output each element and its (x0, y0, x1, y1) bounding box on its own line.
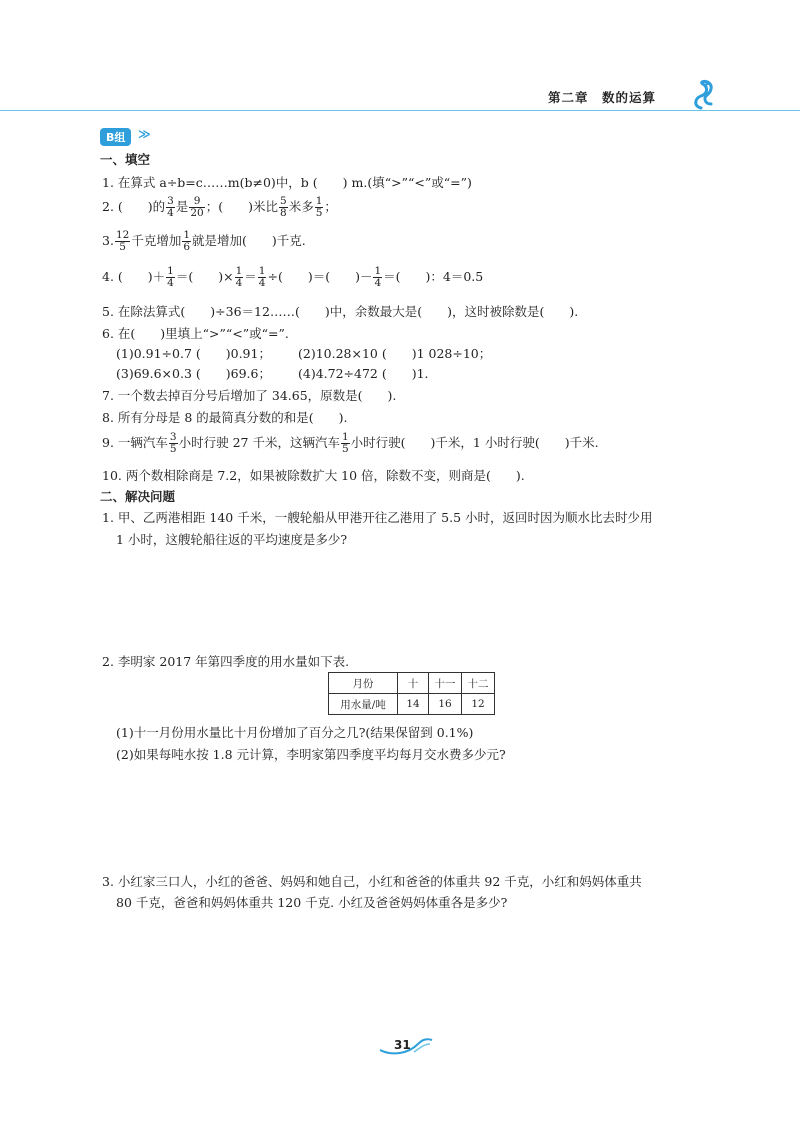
table-header-cell: 十一 (429, 673, 462, 694)
fraction: $\frac{1}{5}$ (341, 431, 349, 455)
table-header-cell: 十二 (462, 673, 495, 694)
fraction: $\frac{5}{8}$ (280, 195, 287, 219)
fraction: $\frac{1}{4}$ (374, 265, 382, 289)
fraction: $\frac{3}{4}$ (167, 195, 174, 219)
table-cell: 用水量/吨 (329, 694, 398, 715)
fraction: $\frac{9}{20}$ (190, 195, 204, 219)
question-6-item-1: (1)0.91÷0.7 ( )0.91； (116, 346, 271, 361)
question-1: 1. 在算式 a÷b=c……m(b≠0)中，b ( ) m.(填“>”“<”或“=”) (102, 175, 472, 190)
double-chevron-icon: ≫ (138, 127, 151, 141)
question-6-item-2: (2)10.28×10 ( )1 028÷10； (298, 346, 492, 361)
section-solve-title: 二、解决问题 (100, 489, 176, 504)
problem-2-sub-1: (1)十一月份用水量比十月份增加了百分之几?(结果保留到 0.1%) (116, 725, 474, 740)
seahorse-icon (687, 78, 721, 112)
table-cell: 16 (429, 694, 462, 715)
table-header-cell: 月份 (329, 673, 398, 694)
fraction: $\frac{1}{4}$ (167, 265, 174, 289)
page-number: 31 (394, 1038, 411, 1052)
fraction: $\frac{1}{6}$ (183, 229, 191, 253)
question-4: 4. ( )＋ $\frac{1}{4}$ ＝( )× $\frac{1}{4}$ ＝ $\frac{1}{4}$ ÷( )＝( )－ $\frac{1}{4}$ ＝( )：4＝0.5 (102, 265, 484, 289)
table-cell: 12 (462, 694, 495, 715)
fraction: $\frac{1}{4}$ (258, 265, 266, 289)
problem-1-line-1: 1. 甲、乙两港相距 140 千米，一艘轮船从甲港开往乙港用了 5.5 小时，返回时因为顺水比去时少用 (102, 510, 653, 525)
question-10: 10. 两个数相除商是 7.2，如果被除数扩大 10 倍，除数不变，则商是( ). (102, 468, 525, 483)
problem-3-line-1: 3. 小红家三口人，小红的爸爸、妈妈和她自己，小红和爸爸的体重共 92 千克，小红和妈妈体重共 (102, 874, 642, 889)
problem-2-sub-2: (2)如果每吨水按 1.8 元计算，李明家第四季度平均每月交水费多少元? (116, 747, 506, 762)
fraction: $\frac{12}{5}$ (115, 229, 130, 253)
question-7: 7. 一个数去掉百分号后增加了 34.65，原数是( ). (102, 388, 397, 403)
question-6: 6. 在( )里填上“>”“<”或“=”. (102, 326, 289, 341)
problem-3-line-2: 80 千克，爸爸和妈妈体重共 120 千克. 小红及爸爸妈妈体重各是多少? (116, 895, 508, 910)
chapter-header: 第二章 数的运算 (548, 90, 657, 105)
section-fill-title: 一、填空 (100, 152, 151, 167)
question-2: 2. ( )的 $\frac{3}{4}$ 是 $\frac{9}{20}$ ；( )米比 $\frac{5}{8}$ 米多 $\frac{1}{5}$ ； (102, 195, 337, 219)
question-8: 8. 所有分母是 8 的最简真分数的和是( ). (102, 410, 348, 425)
header-divider (0, 110, 800, 111)
fraction: $\frac{3}{5}$ (169, 431, 177, 455)
problem-1-line-2: 1 小时，这艘轮船往返的平均速度是多少? (116, 532, 348, 547)
group-label: B组 (100, 128, 131, 146)
question-6-item-3: (3)69.6×0.3 ( )69.6； (116, 366, 271, 381)
table-cell: 14 (398, 694, 429, 715)
question-9: 9. 一辆汽车 $\frac{3}{5}$ 小时行驶 27 千米，这辆汽车 $\frac{1}{5}$ 小时行驶( )千米，1 小时行驶( )千米. (102, 431, 599, 455)
problem-2-stem: 2. 李明家 2017 年第四季度的用水量如下表. (102, 654, 350, 669)
question-6-item-4: (4)4.72÷472 ( )1. (298, 366, 429, 381)
water-usage-table (328, 672, 495, 715)
fraction: $\frac{1}{4}$ (235, 265, 243, 289)
table-header-cell: 十 (398, 673, 429, 694)
question-5: 5. 在除法算式( )÷36＝12……( )中，余数最大是( )，这时被除数是( ). (102, 304, 579, 319)
fraction: $\frac{1}{5}$ (315, 195, 323, 219)
question-3: 3. $\frac{12}{5}$ 千克增加 $\frac{1}{6}$ 就是增加( )千克. (102, 229, 306, 253)
